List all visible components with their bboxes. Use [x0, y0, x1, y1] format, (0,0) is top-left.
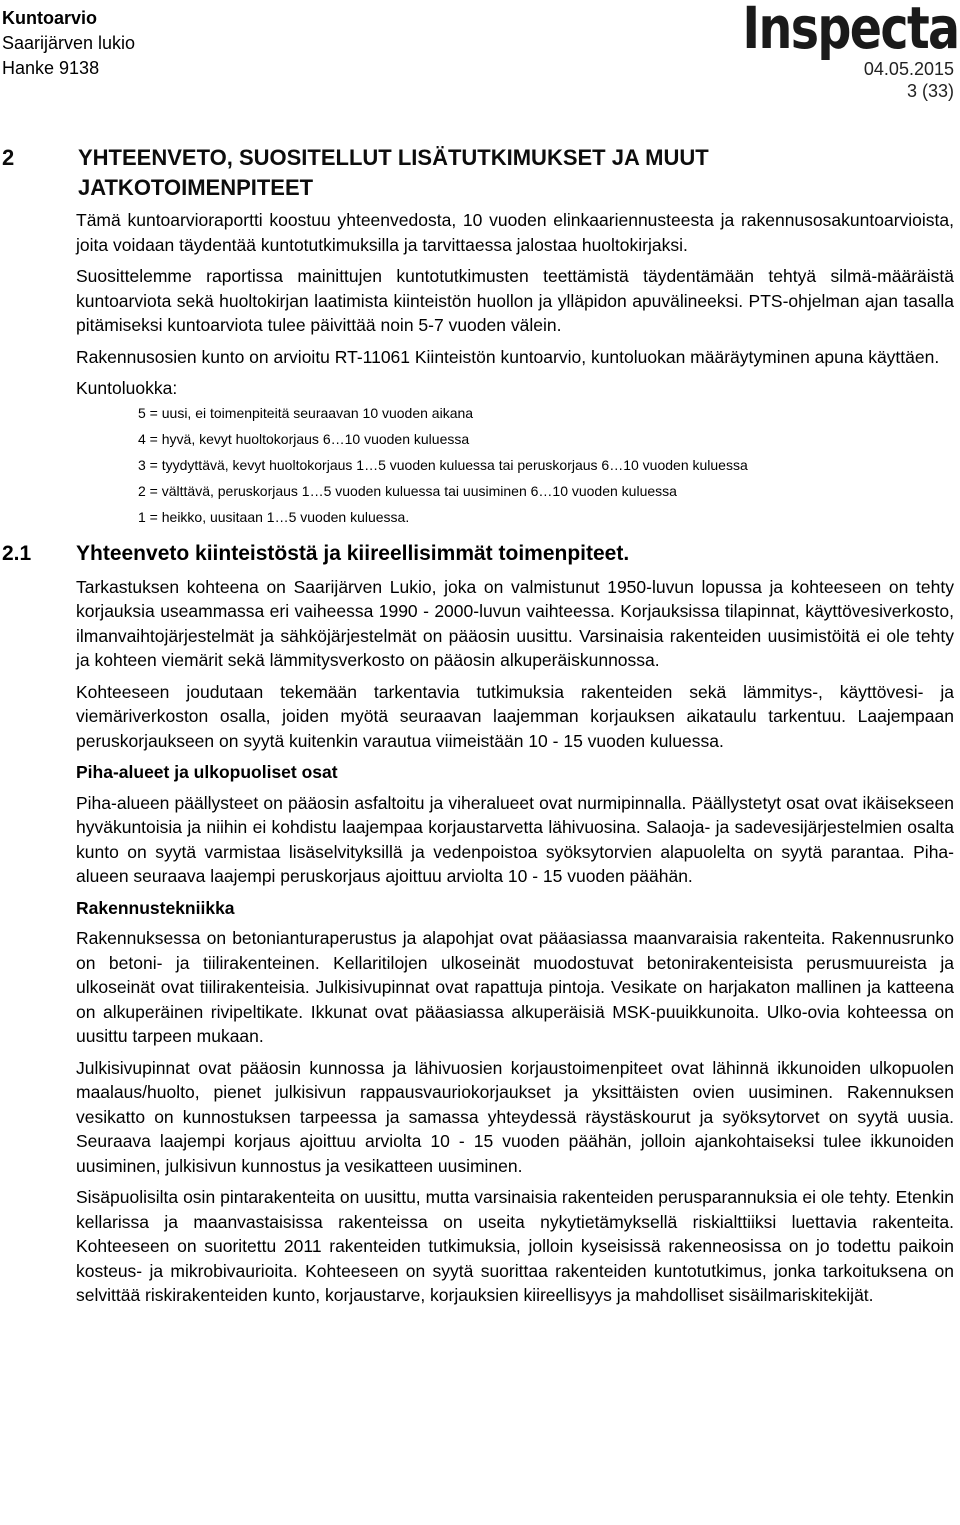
- document-body: [2, 208, 954, 1315]
- recommendation-paragraph: Suosittelemme raportissa mainittujen kuntotutkimusten teettämistä täydentämään tehtyä silmä-määräistä kuntoarviota sekä huoltokirjan laatimista kiinteistön huollon ja ylläpidon apuvälineeksi. PTS-ohjelman ajan tasalla pitämiseksi kuntoarviota tulee päivittää noin 5-7 vuoden välein.: [76, 266, 954, 335]
- document-title: Kuntoarvio: [2, 8, 98, 28]
- yard-heading: Piha-alueet ja ulkopuoliset osat: [76, 762, 338, 782]
- subsection-number: 2.1: [2, 541, 32, 565]
- grades-label: Kuntoluokka:: [76, 378, 178, 398]
- subsection-heading: [2, 541, 954, 567]
- grade-item: 2 = välttävä, peruskorjaus 1…5 vuoden kuluessa tai uusiminen 6…10 vuoden kuluessa: [138, 482, 677, 499]
- interior-paragraph: Sisäpuolisilta osin pintarakenteita on uusittu, mutta varsinaisia rakenteiden perusparannuksia ei ole tehty. Etenkin kellarissa ja maanvastaisissa rakenteissa on useita nykytietämyksellä riskialttiiksi luettavia rakenteita. Kohteeseen on suoritettu 2011 rakenteiden tutkimuksia, jolloin kyseisissä rakenneosissa on jo todettu paikoin kosteus- ja mikrobivaurioita. Kohteeseen on syytä suorittaa rakenteiden kuntotutkimus, jonka tarkoituksena on selvittää riskirakenteiden kunto, korjaustarve, korjauksien kiireellisyys ja mahdolliset sisäilmariskitekijät.: [76, 1187, 954, 1305]
- yard-paragraph: Piha-alueen päällysteet on pääosin asfaltoitu ja viheralueet ovat nurmipinnalla. Päällystetyt osat ovat ikäisekseen hyväkuntoisia ja niihin ei kohdistu laajempaa korjaustarvetta lähivuosina. Salaoja- ja sadevesijärjestelmien osalta kunto on syytä varmistaa lisäselvityksillä ja vedenpoistoa syöksytorvien alapuolelta on syytä parantaa. Piha-alueen seuraava laajempi peruskorjaus ajoittuu arviolta 10 - 15 vuoden päähän.: [76, 792, 954, 886]
- section-title-line1: YHTEENVETO, SUOSITELLUT LISÄTUTKIMUKSET JA MUUT: [78, 145, 709, 170]
- grade-item: 1 = heikko, uusitaan 1…5 vuoden kuluessa.: [138, 508, 410, 525]
- grades-list: [138, 405, 954, 525]
- document-date: 04.05.2015: [863, 59, 954, 79]
- research-paragraph: Kohteeseen joudutaan tekemään tarkentavia tutkimuksia rakenteiden sekä lämmitys-, käyttövesi- ja viemäriverkoston osalla, joiden myötä seuraavan laajemman korjauksen aikataulu tarkentuu. Laajempaan peruskorjaukseen on syytä kuitenkin varautua viimeistään 10 - 15 vuoden kuluessa.: [76, 681, 954, 751]
- page-header: [2, 6, 135, 81]
- grade-item: 5 = uusi, ei toimenpiteitä seuraavan 10 vuoden aikana: [138, 404, 474, 421]
- project-number: Hanke 9138: [2, 58, 100, 78]
- grade-item: 4 = hyvä, kevyt huoltokorjaus 6…10 vuoden kuluessa: [138, 430, 470, 447]
- inspecta-logo: Inspecta: [741, 0, 958, 62]
- grade-item: 3 = tyydyttävä, kevyt huoltokorjaus 1…5 vuoden kuluessa tai peruskorjaus 6…10 vuoden kuluessa: [138, 456, 748, 473]
- section-number: 2: [2, 145, 15, 170]
- page-number: 3 (33): [906, 81, 954, 101]
- construction-paragraph: Rakennuksessa on betonianturaperustus ja alapohjat ovat pääasiassa maanvaraisia rakenteita. Rakennusrunko on betoni- ja tiilirakenteinen. Kellaritilojen ulkoseinät muodostuvat betonirakenteisista perusmuureista ja ulkoseinät ovat tiilirakenteisia. Julkisivupinnat ovat rapattuja pintoja. Vesikate on harjakaton mallinen ja katteena on alkuperäinen rivipeltikate. Ikkunat ovat pääasiassa alkuperäisiä MSK-puuikkunoita. Ulko-ovia kohteessa on uusittu tarpeen mukaan.: [76, 928, 954, 1046]
- intro-paragraph: Tämä kuntoarvioraportti koostuu yhteenvedosta, 10 vuoden elinkaariennusteesta ja rakennusosakuntoarvioista, joita voidaan täydentää kuntotutkimuksilla ja tarvittaessa jalostaa huoltokirjaksi.: [76, 210, 954, 255]
- method-paragraph: Rakennusosien kunto on arvioitu RT-11061 Kiinteistön kuntoarvio, kuntoluokan määräytyminen apuna käyttäen.: [76, 346, 940, 367]
- section-heading: [2, 143, 952, 203]
- summary-paragraph: Tarkastuksen kohteena on Saarijärven Lukio, joka on valmistunut 1950-luvun lopussa ja kohteeseen on tehty korjauksia useammassa eri vaiheessa 1990 - 2000-luvun vaihteessa. Korjauksissa tilapinnat, käyttövesiverkosto, ilmanvaihtojärjestelmät ja sähköjärjestelmät on pääosin uusittu. Varsinaisia rakenteiden uusimistöitä ei ole tehty ja kohteen viemärit sekä lämmitysverkosto on pääosin alkuperäiskunnossa.: [76, 576, 954, 670]
- section-title-line2: JATKOTOIMENPITEET: [78, 175, 314, 200]
- construction-heading: Rakennustekniikka: [76, 897, 235, 918]
- facade-paragraph: Julkisivupinnat ovat pääosin kunnossa ja lähivuosien korjaustoimenpiteet ovat lähinnä ikkunoiden ulkopuolen maalaus/huolto, pienet julkisivun rappausvauriokorjaukset ja yksittäisten ovien uusiminen. Rakennuksen vesikatto on kunnostuksen tarpeessa ja samassa yhteydessä räystäskourut ja syöksytorvet on syytä uusia. Seuraava laajempi korjaus ajoittuu arviolta 10 - 15 vuoden päähän, jolloin ajankohtaiseksi tulee ikkunoiden uusiminen, julkisivun kunnostus ja vesikatteen uusiminen.: [76, 1057, 954, 1176]
- subsection-title: Yhteenveto kiinteistöstä ja kiireellisimmät toimenpiteet.: [76, 541, 630, 565]
- document-subtitle: Saarijärven lukio: [2, 33, 136, 53]
